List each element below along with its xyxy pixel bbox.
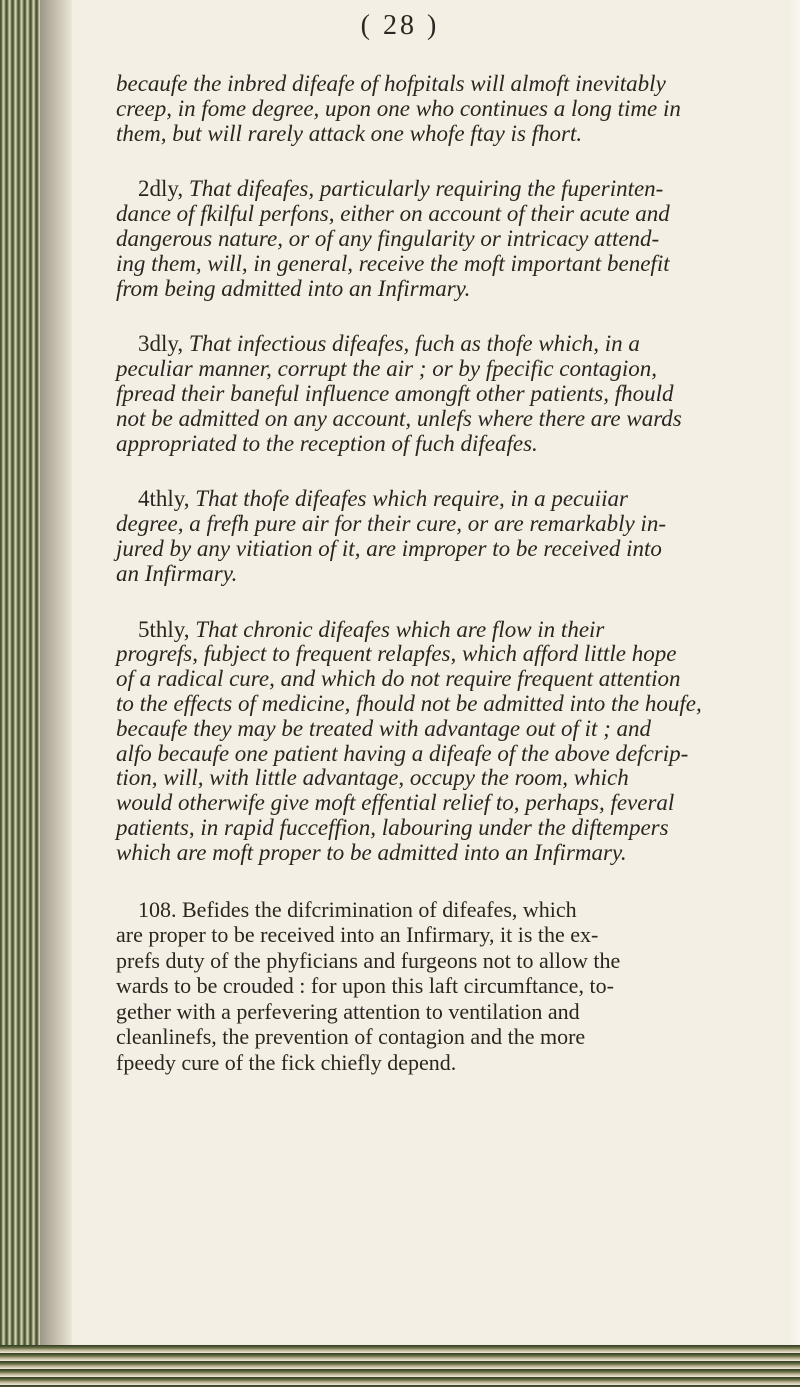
- text-line: are proper to be received into an Infirmary, it is the ex-: [116, 922, 599, 948]
- text-line: them, but will rarely attack one whofe ftay is fhort.: [116, 120, 583, 146]
- page-text: [116, 72, 716, 1106]
- text-line: ing them, will, in general, receive the moft important benefit: [116, 250, 670, 276]
- text-line: dangerous nature, or of any fingularity or intricacy attend-: [116, 225, 660, 251]
- paragraph-lead: 3dly,: [138, 331, 184, 357]
- text-line: jured by any vitiation of it, are improper to be received into: [116, 535, 662, 561]
- text-line: gether with a perfevering attention to ventilation and: [116, 998, 580, 1024]
- text-line: patients, in rapid fucceffion, labouring under the diftempers: [116, 814, 669, 840]
- text-line: dance of fkilful perfons, either on account of their acute and: [116, 201, 670, 227]
- text-line: degree, a frefh pure air for their cure, or are remarkably in-: [116, 511, 666, 537]
- text-line: from being admitted into an Infirmary.: [116, 275, 471, 301]
- text-line: fpeedy cure of the fick chiefly depend.: [116, 1049, 457, 1075]
- text-line: would otherwife give moft effential relief to, perhaps, feveral: [116, 790, 675, 816]
- page-edge: [790, 0, 800, 1387]
- text-line: which are moft proper to be admitted into an Infirmary.: [116, 839, 627, 865]
- paragraph-lead: 4thly,: [138, 486, 190, 512]
- text-line: That thofe difeafes which require, in a pecuiiar: [195, 486, 628, 512]
- text-line: tion, will, with little advantage, occupy the room, which: [116, 765, 629, 791]
- text-line: cleanlinefs, the prevention of contagion and the more: [116, 1024, 586, 1050]
- text-line: to the effects of medicine, fhould not be admitted into the houfe,: [116, 690, 702, 716]
- paragraph-4thly: [116, 487, 716, 586]
- text-line: of a radical cure, and which do not require frequent attention: [116, 666, 681, 692]
- text-line: That infectious difeafes, fuch as thofe which, in a: [188, 331, 640, 357]
- text-line: alfo becaufe one patient having a difeafe of the above defcrip-: [116, 740, 689, 766]
- paragraph-1: [116, 72, 716, 146]
- book-spine: [0, 0, 40, 1387]
- text-line: creep, in fome degree, upon one who continues a long time in: [116, 95, 681, 121]
- text-line: That difeafes, particularly requiring the fuperinten-: [188, 176, 664, 202]
- text-line: an Infirmary.: [116, 560, 238, 586]
- paragraph-2dly: [116, 177, 716, 301]
- paragraph-lead: 5thly,: [138, 616, 190, 642]
- paragraph-5thly: [116, 618, 716, 866]
- text-line: 108. Befides the difcrimination of difeafes, which: [138, 896, 577, 922]
- page-bottom-edge: [0, 1345, 800, 1387]
- text-line: not be admitted on any account, unlefs where there are wards: [116, 405, 682, 431]
- text-line: wards to be crouded : for upon this laft circumftance, to-: [116, 973, 614, 999]
- text-line: That chronic difeafes which are flow in their: [195, 616, 605, 642]
- text-line: peculiar manner, corrupt the air ; or by fpecific contagion,: [116, 356, 658, 382]
- text-line: becaufe the inbred difeafe of hofpitals will almoft inevitably: [116, 71, 666, 96]
- paragraph-108: [116, 897, 716, 1076]
- page-number-header: ( 28 ): [360, 10, 440, 41]
- text-line: prefs duty of the phyficians and furgeons not to allow the: [116, 947, 621, 973]
- paragraph-lead: 2dly,: [138, 176, 184, 202]
- paragraph-3dly: [116, 332, 716, 456]
- text-line: becaufe they may be treated with advantage out of it ; and: [116, 715, 652, 741]
- text-line: fpread their baneful influence amongft other patients, fhould: [116, 380, 674, 406]
- gutter-shadow: [40, 0, 72, 1387]
- text-line: progrefs, fubject to frequent relapfes, which afford little hope: [116, 641, 677, 667]
- text-line: appropriated to the reception of fuch difeafes.: [116, 430, 538, 456]
